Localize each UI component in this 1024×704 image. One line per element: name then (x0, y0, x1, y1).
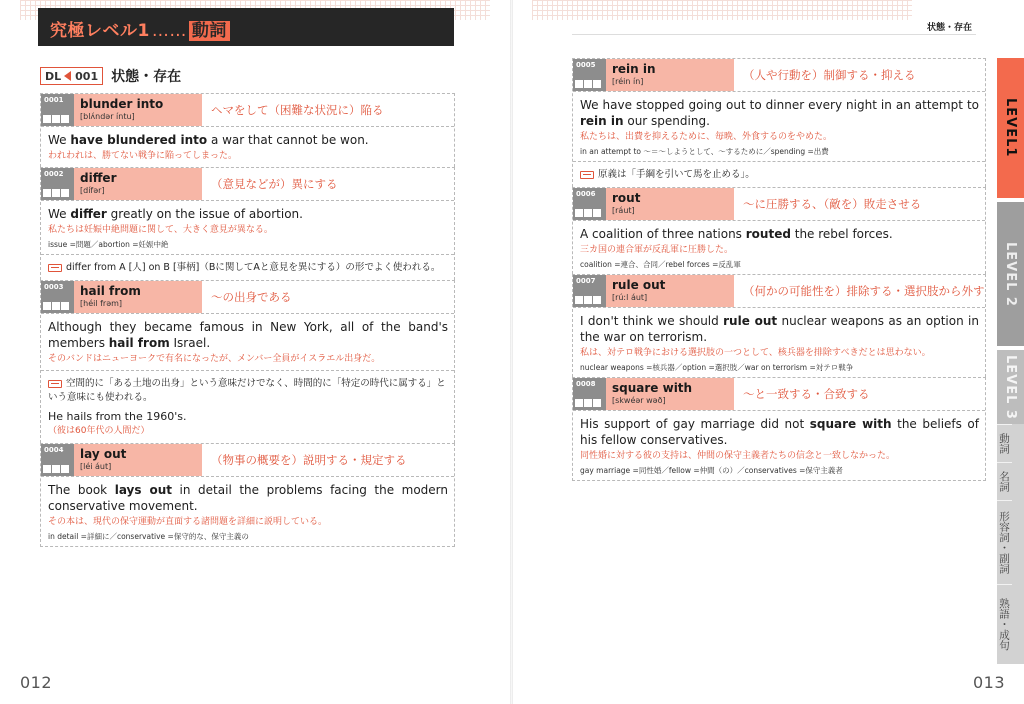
example-translation: 私たちは妊娠中絶問題に関して、大きく意見が異なる。 (48, 225, 273, 235)
example-translation: われわれは、勝てない戦争に陥ってしまった。 (48, 151, 238, 161)
example-highlight: rein in (580, 114, 624, 128)
headword: blunder into (80, 97, 164, 111)
example-sentence (48, 132, 448, 148)
example-text: His support of gay marriage did not (580, 417, 810, 431)
pronunciation: [réin ín] (612, 77, 644, 86)
checkbox[interactable] (575, 80, 583, 88)
meaning: ～に圧勝する、（敵を）敗走させる (743, 197, 922, 211)
usage-note (573, 161, 985, 187)
example-highlight: hail from (108, 336, 170, 350)
pronunciation: [blʌ́ndər íntu] (80, 112, 135, 121)
headword-row (41, 281, 454, 314)
pointing-hand-icon (48, 380, 62, 388)
entry-block (40, 280, 455, 443)
example-text: Israel. (169, 336, 211, 350)
example-sentence (580, 313, 979, 345)
headword: hail from (80, 284, 141, 298)
vocabulary-note: gay marriage =同性婚／fellow =仲間（の）／conservatives =保守主義者 (580, 466, 843, 475)
example-highlight: differ (70, 207, 107, 221)
pronunciation: [héil frəm] (80, 299, 123, 308)
speaker-icon (64, 71, 71, 81)
checkbox[interactable] (61, 115, 69, 123)
section-title: 状態・存在 (111, 69, 182, 85)
vocabulary-note: issue =問題／abortion =妊娠中絶 (48, 240, 169, 249)
section-heading (40, 66, 181, 86)
example-translation: 三カ国の連合軍が反乱軍に圧勝した。 (580, 245, 734, 255)
headword: lay out (80, 447, 127, 461)
headword: rein in (612, 62, 656, 76)
checkbox[interactable] (575, 296, 583, 304)
entry-number: 0007 (576, 277, 596, 285)
meaning: （意見などが）異にする (211, 177, 338, 191)
tab-level2-label: LEVEL 2 (1003, 241, 1018, 307)
checkbox[interactable] (61, 465, 69, 473)
headword-row (573, 188, 985, 221)
entry-number-cell (41, 94, 74, 126)
example-sentence (48, 482, 448, 514)
checkbox[interactable] (61, 302, 69, 310)
pronunciation: [rúːl áut] (612, 293, 648, 302)
headword-cell (606, 188, 734, 220)
example-block (573, 308, 985, 377)
example-text: A coalition of three nations (580, 227, 746, 241)
sub-tab-adjectives[interactable] (997, 500, 1012, 584)
entry-number: 0006 (576, 190, 596, 198)
example-translation: 私は、対テロ戦争における選択肢の一つとして、核兵器を排除すべきだとは思わない。 (580, 348, 931, 358)
headword-cell (74, 444, 202, 476)
entry-list (572, 58, 986, 481)
headword: rule out (612, 278, 666, 292)
sub-tab-label: 形容詞・副詞 (998, 511, 1010, 574)
example-text: We (48, 133, 71, 147)
example-block (573, 411, 985, 480)
entry-number-cell (573, 59, 606, 91)
checkbox[interactable] (61, 189, 69, 197)
pronunciation: [skwéər wəð] (612, 396, 666, 405)
entry-number-cell (573, 378, 606, 410)
usage-note (41, 370, 454, 443)
headword: differ (80, 171, 117, 185)
example-block (573, 221, 985, 274)
headword-row (41, 444, 454, 477)
example-block (41, 127, 454, 167)
checkbox[interactable] (52, 115, 60, 123)
entry-block (572, 187, 986, 274)
example-sentence (580, 226, 979, 242)
example-block (573, 92, 985, 161)
headword-cell (606, 378, 734, 410)
example-translation: 同性婚に対する彼の支持は、仲間の保守主義者たちの信念と一致しなかった。 (580, 451, 896, 461)
headword-cell (74, 281, 202, 313)
checkbox[interactable] (43, 465, 51, 473)
dl-number: 001 (75, 69, 99, 83)
example-text: Although they became famous in New York, all of the band's members (48, 320, 448, 350)
usage-note (41, 254, 454, 280)
entry-number: 0003 (44, 283, 64, 291)
checkbox[interactable] (584, 296, 592, 304)
example-sentence (48, 206, 448, 222)
entry-block (40, 443, 455, 547)
checkbox-group (43, 189, 69, 197)
entry-number: 0002 (44, 170, 64, 178)
headword: rout (612, 191, 641, 205)
entry-block (40, 93, 455, 167)
header-rule (572, 34, 976, 35)
checkbox[interactable] (584, 209, 592, 217)
sub-tab-nouns[interactable] (997, 462, 1012, 500)
headword-cell (74, 168, 202, 200)
level-tabs (997, 58, 1024, 664)
checkbox-group (43, 302, 69, 310)
headword-row (41, 168, 454, 201)
checkbox[interactable] (43, 189, 51, 197)
example-translation: その本は、現代の保守運動が直面する諸問題を詳細に説明している。 (48, 517, 328, 527)
checkbox[interactable] (52, 302, 60, 310)
example-block (41, 314, 454, 370)
meaning: ヘマをして（困難な状況に）陥る (211, 103, 384, 117)
entry-block (572, 377, 986, 481)
checkbox[interactable] (593, 209, 601, 217)
example-highlight: have blundered into (70, 133, 208, 147)
example-sentence (580, 97, 979, 129)
example-highlight: square with (809, 417, 892, 431)
headword-row (41, 94, 454, 127)
checkbox[interactable] (575, 399, 583, 407)
checkbox-group (43, 465, 69, 473)
pronunciation: [léi áut] (80, 462, 112, 471)
checkbox-group (575, 209, 601, 217)
example-text: in detail the problems facing the modern conservative movement. (48, 483, 449, 513)
entry-number-cell (573, 188, 606, 220)
entry-number-cell (573, 275, 606, 307)
example-text: I don't think we should (580, 314, 724, 328)
example-highlight: rule out (723, 314, 778, 328)
pointing-hand-icon (48, 264, 62, 272)
entry-number-cell (41, 444, 74, 476)
entry-number: 0008 (576, 380, 596, 388)
entry-number: 0004 (44, 446, 64, 454)
example-text: the beliefs of his fellow conservatives. (580, 417, 979, 447)
entry-number-cell (41, 281, 74, 313)
checkbox[interactable] (593, 296, 601, 304)
level-title-chip: 動詞 (189, 21, 230, 41)
checkbox-group (575, 296, 601, 304)
example-block (41, 201, 454, 254)
meaning: （物事の概要を）説明する・規定する (211, 453, 407, 467)
entry-block (572, 274, 986, 377)
level-title-bar (38, 8, 454, 46)
entry-block (40, 167, 455, 280)
sub-tab-idioms[interactable] (997, 584, 1012, 664)
example-sentence (580, 416, 979, 448)
checkbox[interactable] (593, 399, 601, 407)
example-text: We have stopped going out to dinner every night in an attempt to (580, 98, 979, 112)
left-page (0, 0, 511, 704)
pointing-hand-icon (580, 171, 594, 179)
note-text: 原義は「手綱を引いて馬を止める」。 (598, 169, 755, 180)
example-text: We (48, 207, 71, 221)
entry-number: 0005 (576, 61, 596, 69)
note-text: 空間的に「ある土地の出身」という意味だけでなく、時間的に「特定の時代に属する」という意味にも使われる。 (48, 378, 446, 403)
checkbox-group (575, 80, 601, 88)
tab-level3-label: LEVEL 3 (1003, 354, 1018, 420)
example-block (41, 477, 454, 546)
checkbox[interactable] (52, 465, 60, 473)
sub-tab-label: 動詞 (998, 433, 1010, 454)
headword-cell (606, 59, 734, 91)
vocabulary-note: in detail =詳細に／conservative =保守的な、保守主義の (48, 532, 249, 541)
entry-number-cell (41, 168, 74, 200)
example-sentence (48, 319, 448, 351)
sub-tab-verbs[interactable] (997, 424, 1012, 462)
checkbox[interactable] (43, 115, 51, 123)
level-title-dots: …… (151, 21, 187, 41)
meaning: ～と一致する・合致する (743, 387, 870, 401)
pronunciation: [ráut] (612, 206, 635, 215)
example-highlight: routed (745, 227, 791, 241)
checkbox-group (43, 115, 69, 123)
note-example-translation: （彼は60年代の人間だ） (48, 426, 150, 436)
example-text: a war that cannot be won. (207, 133, 369, 147)
vocabulary-note: in an attempt to ～＝～しようとして、～するために／spending =出費 (580, 147, 829, 156)
example-text: nuclear weapons as an option in the war on terrorism. (580, 314, 980, 344)
meaning: ～の出身である (211, 290, 292, 304)
checkbox[interactable] (593, 80, 601, 88)
tab-level1[interactable] (997, 58, 1024, 198)
headword-row (573, 59, 985, 92)
checkbox-group (575, 399, 601, 407)
checkbox[interactable] (43, 302, 51, 310)
entry-number: 0001 (44, 96, 64, 104)
checkbox[interactable] (575, 209, 583, 217)
dl-label: DL (45, 69, 62, 83)
meaning: （人や行動を）制御する・抑える (743, 68, 916, 82)
headword-cell (606, 275, 734, 307)
download-audio-badge[interactable] (40, 67, 103, 85)
meaning: （何かの可能性を）排除する・選択肢から外す (743, 284, 985, 298)
sub-tab-label: 熟語・成句 (998, 598, 1010, 651)
running-header: 状態・存在 (926, 23, 972, 33)
pronunciation: [dífər] (80, 186, 105, 195)
headword-row (573, 378, 985, 411)
example-highlight: lays out (114, 483, 172, 497)
grid-decoration (532, 0, 912, 20)
page-number-left: 012 (20, 673, 53, 692)
note-example: He hails from the 1960's. (48, 410, 187, 423)
level-title-prefix: 究極レベル1 (50, 21, 150, 41)
tab-level2[interactable] (997, 202, 1024, 346)
example-text: the rebel forces. (790, 227, 893, 241)
tab-level1-label: LEVEL1 (1003, 98, 1018, 158)
headword: square with (612, 381, 693, 395)
level-title (50, 16, 230, 41)
example-text: greatly on the issue of abortion. (106, 207, 303, 221)
tab-level3[interactable] (997, 350, 1024, 424)
example-text: The book (48, 483, 115, 497)
sub-tab-label: 名詞 (998, 471, 1010, 492)
checkbox[interactable] (584, 80, 592, 88)
vocabulary-note: coalition =連合、合同／rebel forces =反乱軍 (580, 260, 741, 269)
entry-list (40, 93, 455, 547)
page-number-right: 013 (973, 673, 1006, 692)
entry-block (572, 58, 986, 187)
checkbox[interactable] (584, 399, 592, 407)
checkbox[interactable] (52, 189, 60, 197)
sub-tabs (997, 424, 1024, 664)
example-translation: 私たちは、出費を抑えるために、毎晩、外食するのをやめた。 (580, 132, 833, 142)
note-text: differ from A [人] on B [事柄]（Bに関してAと意見を異にする）の形でよく使われる。 (66, 262, 441, 273)
example-text: our spending. (623, 114, 710, 128)
example-translation: そのバンドはニューヨークで有名になったが、メンバー全員がイスラエル出身だ。 (48, 354, 381, 364)
headword-cell (74, 94, 202, 126)
headword-row (573, 275, 985, 308)
vocabulary-note: nuclear weapons =核兵器／option =選択肢／war on terrorism =対テロ戦争 (580, 363, 854, 372)
